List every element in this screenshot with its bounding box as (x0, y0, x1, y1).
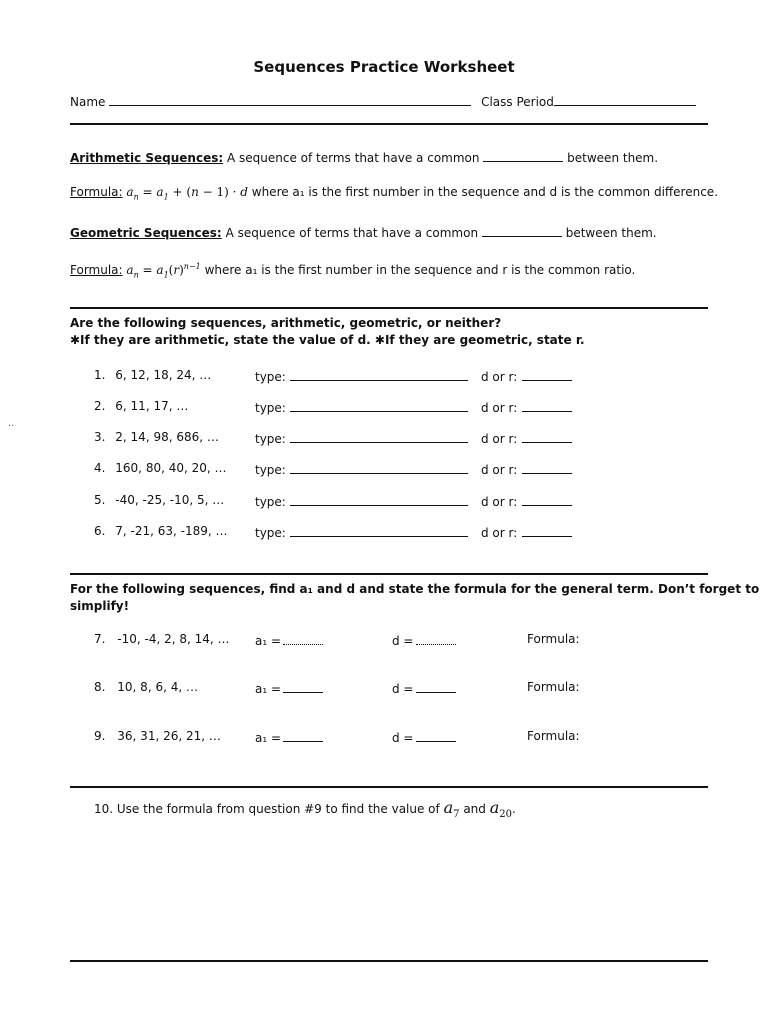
type-field[interactable] (290, 524, 468, 537)
a1-label: a₁ = (255, 682, 282, 696)
geometric-formula-row (70, 262, 635, 279)
geometric-formula: $a_n = a_1(r)^{n-1}$ (126, 262, 201, 280)
d-field[interactable] (416, 632, 456, 645)
geometric-blank[interactable] (482, 224, 562, 237)
type-field[interactable] (290, 399, 468, 412)
d-or-r-row (481, 524, 572, 540)
page-title: Sequences Practice Worksheet (253, 58, 515, 76)
type-field-row (255, 461, 468, 477)
divider (70, 786, 708, 788)
type-label: type: (255, 526, 286, 540)
type-field[interactable] (290, 493, 468, 506)
d-or-r-row (481, 430, 572, 446)
arithmetic-definition-text: A sequence of terms that have a common (227, 151, 480, 165)
type-field[interactable] (290, 430, 468, 443)
d-or-r-label: d or r: (481, 432, 518, 446)
type-field[interactable] (290, 368, 468, 381)
a1-field[interactable] (283, 680, 323, 693)
sequence-text: 36, 31, 26, 21, … (117, 729, 221, 743)
d-field[interactable] (416, 680, 456, 693)
question-10: 10. Use the formula from question #9 to find the value of $a_7$ and $a_{20}$. (94, 798, 516, 821)
d-or-r-label: d or r: (481, 401, 518, 415)
formula-label: Formula: (527, 729, 580, 743)
question-number: 3. (94, 430, 106, 444)
a1-label: a₁ = (255, 634, 282, 648)
d-or-r-field[interactable] (522, 399, 572, 412)
d-or-r-field[interactable] (522, 493, 572, 506)
d-or-r-field[interactable] (522, 461, 572, 474)
list-item (94, 493, 224, 507)
list-item (94, 729, 221, 743)
arithmetic-formula-label: Formula: (70, 185, 123, 199)
geometric-definition-end: between them. (565, 226, 657, 240)
name-field[interactable] (109, 93, 471, 106)
class-period-field[interactable] (554, 93, 696, 106)
d-or-r-field[interactable] (522, 368, 572, 381)
d-label: d = (392, 634, 414, 648)
a1-field[interactable] (283, 632, 323, 645)
type-label: type: (255, 370, 286, 384)
name-label: Name (70, 95, 106, 109)
formula-label: Formula: (527, 632, 580, 646)
sequence-text: 7, -21, 63, -189, … (115, 524, 228, 538)
d-label: d = (392, 682, 414, 696)
type-label: type: (255, 463, 286, 477)
type-label: type: (255, 401, 286, 415)
arithmetic-formula-desc: where a₁ is the first number in the sequence and d is the common difference. (251, 185, 719, 199)
d-row (392, 729, 456, 745)
question-number: 1. (94, 368, 106, 382)
section2-instruction-2: simplify! (70, 599, 130, 613)
section1-instruction-2: ✱If they are arithmetic, state the value of d. ✱If they are geometric, state r. (70, 333, 585, 347)
question-number: 2. (94, 399, 106, 413)
name-row (70, 93, 696, 109)
type-field-row (255, 430, 468, 446)
divider (70, 960, 708, 962)
type-field-row (255, 368, 468, 384)
arithmetic-formula-row (70, 185, 718, 201)
d-or-r-label: d or r: (481, 463, 518, 477)
sequence-text: 2, 14, 98, 686, … (115, 430, 219, 444)
sequence-text: -10, -4, 2, 8, 14, … (117, 632, 230, 646)
geometric-definition (70, 224, 657, 240)
geometric-formula-desc: where a₁ is the first number in the sequence and r is the common ratio. (204, 263, 636, 277)
question-number: 9. (94, 729, 106, 743)
type-field-row (255, 493, 468, 509)
a1-row (255, 729, 323, 745)
list-item (94, 368, 211, 382)
type-label: type: (255, 495, 286, 509)
question-number: 5. (94, 493, 106, 507)
divider (70, 307, 708, 309)
list-item (94, 399, 188, 413)
a1-field[interactable] (283, 729, 323, 742)
sequence-text: 6, 12, 18, 24, … (115, 368, 212, 382)
d-or-r-field[interactable] (522, 430, 572, 443)
sequence-text: 6, 11, 17, … (115, 399, 189, 413)
arithmetic-blank[interactable] (483, 149, 563, 162)
geometric-heading: Geometric Sequences: (70, 226, 222, 240)
a7-symbol: $a_7$ (443, 798, 460, 821)
d-or-r-row (481, 493, 572, 509)
question-number: 6. (94, 524, 106, 538)
geometric-formula-label: Formula: (70, 263, 123, 277)
arithmetic-heading: Arithmetic Sequences: (70, 151, 224, 165)
d-or-r-label: d or r: (481, 495, 518, 509)
a1-row (255, 632, 323, 648)
list-item (94, 430, 219, 444)
list-item (94, 632, 230, 646)
list-item (94, 524, 228, 538)
sequence-text: 10, 8, 6, 4, … (117, 680, 198, 694)
stray-mark: .. (8, 418, 15, 429)
section2-instruction-1: For the following sequences, find a₁ and d and state the formula for the general term. Don’t forget to (70, 582, 760, 596)
list-item (94, 680, 198, 694)
arithmetic-definition (70, 149, 658, 165)
d-or-r-label: d or r: (481, 370, 518, 384)
question-number: 7. (94, 632, 106, 646)
type-field[interactable] (290, 461, 468, 474)
question-number: 4. (94, 461, 106, 475)
d-row (392, 632, 456, 648)
d-or-r-label: d or r: (481, 526, 518, 540)
a20-symbol: $a_{20}$ (489, 798, 513, 821)
divider (70, 123, 708, 125)
question-10-text: 10. Use the formula from question #9 to find the value of (94, 802, 440, 816)
formula-label: Formula: (527, 680, 580, 694)
geometric-definition-text: A sequence of terms that have a common (225, 226, 479, 240)
a1-label: a₁ = (255, 731, 282, 745)
type-field-row (255, 524, 468, 540)
class-period-label: Class Period (481, 95, 554, 109)
d-label: d = (392, 731, 414, 745)
section1-instruction-1: Are the following sequences, arithmetic, geometric, or neither? (70, 316, 502, 330)
type-label: type: (255, 432, 286, 446)
question-number: 8. (94, 680, 106, 694)
divider (70, 573, 708, 575)
list-item (94, 461, 227, 475)
d-or-r-row (481, 368, 572, 384)
sequence-text: 160, 80, 40, 20, … (115, 461, 227, 475)
d-field[interactable] (416, 729, 456, 742)
d-or-r-row (481, 399, 572, 415)
d-row (392, 680, 456, 696)
sequence-text: -40, -25, -10, 5, … (115, 493, 225, 507)
d-or-r-row (481, 461, 572, 477)
arithmetic-definition-end: between them. (567, 151, 659, 165)
type-field-row (255, 399, 468, 415)
d-or-r-field[interactable] (522, 524, 572, 537)
question-10-and: and (463, 802, 486, 816)
arithmetic-formula: $a_n = a_1 + (n - 1) \cdot d$ (126, 185, 248, 202)
a1-row (255, 680, 323, 696)
